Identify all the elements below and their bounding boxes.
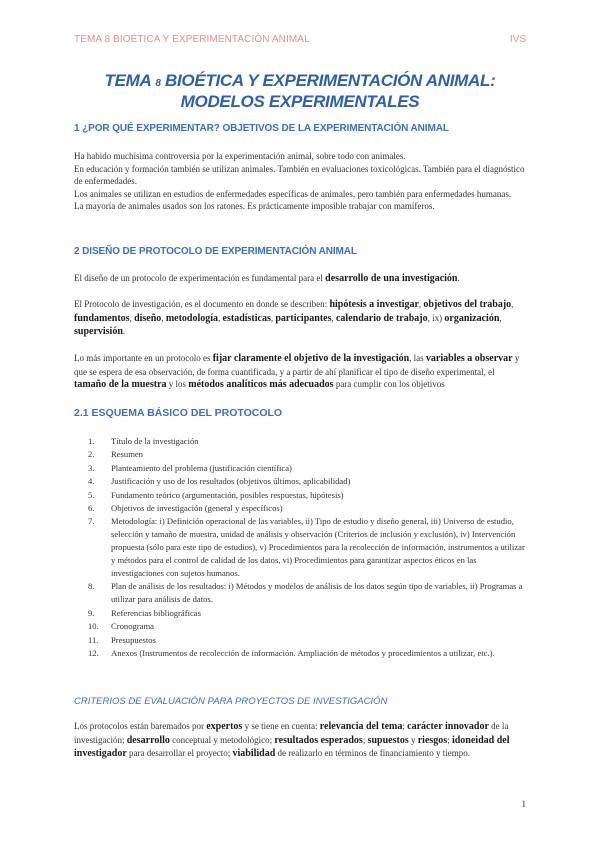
bold-text: fundamentos [74,312,130,324]
bold-text: riesgos [417,734,448,746]
list-item [74,435,529,448]
text: , [499,312,502,323]
text: conceptual y metodológico; [169,734,275,745]
list-text: Resumen [111,449,143,460]
section-2-paragraph-3 [74,352,529,392]
bold-text: participantes [275,312,332,324]
text: , [270,312,276,323]
text: de realizarlo en términos de financiamiento y tiempo. [275,748,470,759]
list-item [74,475,529,488]
header-title: TEMA 8 BIOÉTICA Y EXPERIMENTACIÓN ANIMAL [74,34,310,45]
text: para desarrollar el proyecto; [126,748,233,759]
list-item [74,489,529,502]
title-tema: TEMA [104,71,151,90]
bold-text: supuestos [367,734,409,746]
bold-text: organización [444,312,500,324]
text: , ix) [427,312,445,323]
list-item [74,502,529,515]
text: , las [409,353,426,363]
text: Lo más importante en un protocolo es [74,353,213,363]
section-2-heading: 2 DISEÑO DE PROTOCOLO DE EXPERIMENTACIÓN ANIMAL [74,246,357,257]
text: para cumplir con los objetivos [333,379,445,390]
page-title [60,72,540,111]
section-1-heading: 1 ¿POR QUÉ EXPERIMENTAR? OBJETIVOS DE LA EXPERIMENTACIÓN ANIMAL [74,123,449,134]
list-text: Justificación y uso de los resultados (objetivos últimos, aplicabilidad) [111,476,351,487]
list-number: 6. [88,503,95,514]
section-1-line-1: Ha habido muchísima controversia por la experimentación animal, sobre todo con animales. [74,151,406,161]
bold-text: calendario de trabajo [335,312,428,324]
text: , [418,299,424,309]
bold-text: supervisión [74,326,123,338]
text: , [161,312,166,323]
list-number: 12. [88,648,99,658]
section-2-paragraph-2 [74,298,529,339]
list-item [74,634,529,647]
text: y los [166,379,189,390]
bold-text: diseño [134,312,162,324]
text: ; [447,734,452,745]
list-number: 7. [88,516,95,527]
list-text: Referencias bibliográficas [111,607,201,618]
list-text: Planteamiento del problema (justificación científica) [111,462,292,473]
list-text: Anexos (Instrumentos de recolección de información. Ampliación de métodos y procedimientos a utilizar, etc.). [111,648,495,658]
list-number: 8. [88,581,95,592]
list-number: 2. [88,449,95,460]
list-number: 3. [88,462,95,473]
list-text: Presupuestos [111,634,156,645]
list-item [74,462,529,475]
section-2-paragraph-1 [74,272,529,286]
list-item [74,607,529,620]
list-item [74,448,529,461]
bold-text: desarrollo de una investigación [325,273,458,284]
text: y que se espera de esa observación, de forma cuantificada, y a partir de ahí planificar el tipo de diseño experimental, el [74,353,520,377]
criteria-heading: CRITERIOS DE EVALUACIÓN PARA PROYECTOS DE INVESTIGACIÓN [74,696,388,707]
list-item [74,515,529,580]
bold-text: estadísticas [222,312,271,324]
list-item [74,580,529,606]
text: . [122,326,126,337]
list-item [74,620,529,633]
list-text: Metodología: i) Definición operacional de las variables, ii) Tipo de estudio y diseño general, iii) Universo de estudio, selección y tamaño de muestra, unidad de análisis y observación (Criterios de inclusión y exclusión), iv) Intervención propuesta (sólo para este tipo de estudios), v) Procedimientos para la recolección de información, instrumentos a utilizar y métodos para el control de calidad de los datos, vi) Procedimientos para garantizar aspectos éticos en las investigaciones con sujetos humanos. [111,516,525,579]
bold-text: objetivos del trabajo [423,299,512,310]
bold-text: tamaño de la muestra [74,379,167,391]
section-1-line-2: En educación y formación también se utilizan animales. También en evaluaciones toxicológicas. También para el diagnóstico de enfermedades. [74,163,525,187]
title-line-2: MODELOS EXPERIMENTALES [180,92,420,111]
protocol-list [74,435,529,660]
list-number: 10. [88,621,99,632]
title-number: 8 [155,78,161,89]
bold-text: métodos analíticos más adecuados [188,379,334,391]
text: , [511,299,514,309]
list-text: Título de la investigación [111,436,199,446]
text: . [457,273,460,283]
title-line-1 [60,72,540,93]
bold-text: variables a observar [425,353,513,364]
list-item [74,647,529,660]
bold-text: viabilidad [232,748,276,760]
text: ; [362,734,368,745]
text: ; [402,721,408,731]
list-text: Fundamento teórico (argumentación, posibles respuestas, hipótesis) [111,489,344,500]
list-number: 11. [88,634,99,645]
text: y [408,734,418,745]
list-text: Objetivos de investigación (general y específicos) [111,503,283,514]
bold-text: hipótesis a investigar [329,299,419,310]
section-2-1-heading: 2.1 ESQUEMA BÁSICO DEL PROTOCOLO [74,407,283,419]
page-number: 1 [521,799,526,809]
text: , [129,312,135,323]
bold-text: idoneidad del investigador [74,734,510,760]
section-1-line-3: Los animales se utilizan en estudios de enfermedades específicas de animales, pero también para enfermedades humanas. [74,188,512,199]
text: Los protocolos están baremados por [74,721,207,731]
list-number: 5. [88,489,95,500]
list-number: 1. [88,436,95,446]
text: El diseño de un protocolo de experimentación es fundamental para el [74,273,326,283]
bold-text: metodología [165,312,219,324]
text: , [331,312,336,323]
list-text: Cronograma [111,621,154,632]
bold-text: expertos [206,721,243,732]
section-1-line-4: La mayoría de animales usados son los ratones. Es prácticamente imposible trabajar con mamíferos. [74,201,435,212]
text: , [218,312,223,323]
list-text: Plan de análisis de los resultados: i) Métodos y modelos de análisis de los datos según tipo de variables, ii) Programas a utilizar para análisis de datos. [111,581,523,605]
bold-text: desarrollo [126,734,170,746]
bold-text: relevancia del tema [319,721,403,732]
list-number: 9. [88,607,95,618]
text: de la investigación; [74,721,509,745]
text: y se tiene en cuenta: [242,721,320,731]
criteria-paragraph [74,720,529,761]
text: El Protocolo de investigación, es el documento en donde se describen: [74,299,330,309]
header-initials: IVS [509,34,526,45]
bold-text: fijar claramente el objetivo de la investigación [212,353,410,364]
title-main: BIOÉTICA Y EXPERIMENTACIÓN ANIMAL: [165,71,496,90]
bold-text: resultados esperados [274,734,363,746]
bold-text: carácter innovador [407,721,489,732]
page-header [0,0,600,56]
section-1-body [74,150,529,213]
list-number: 4. [88,476,95,487]
